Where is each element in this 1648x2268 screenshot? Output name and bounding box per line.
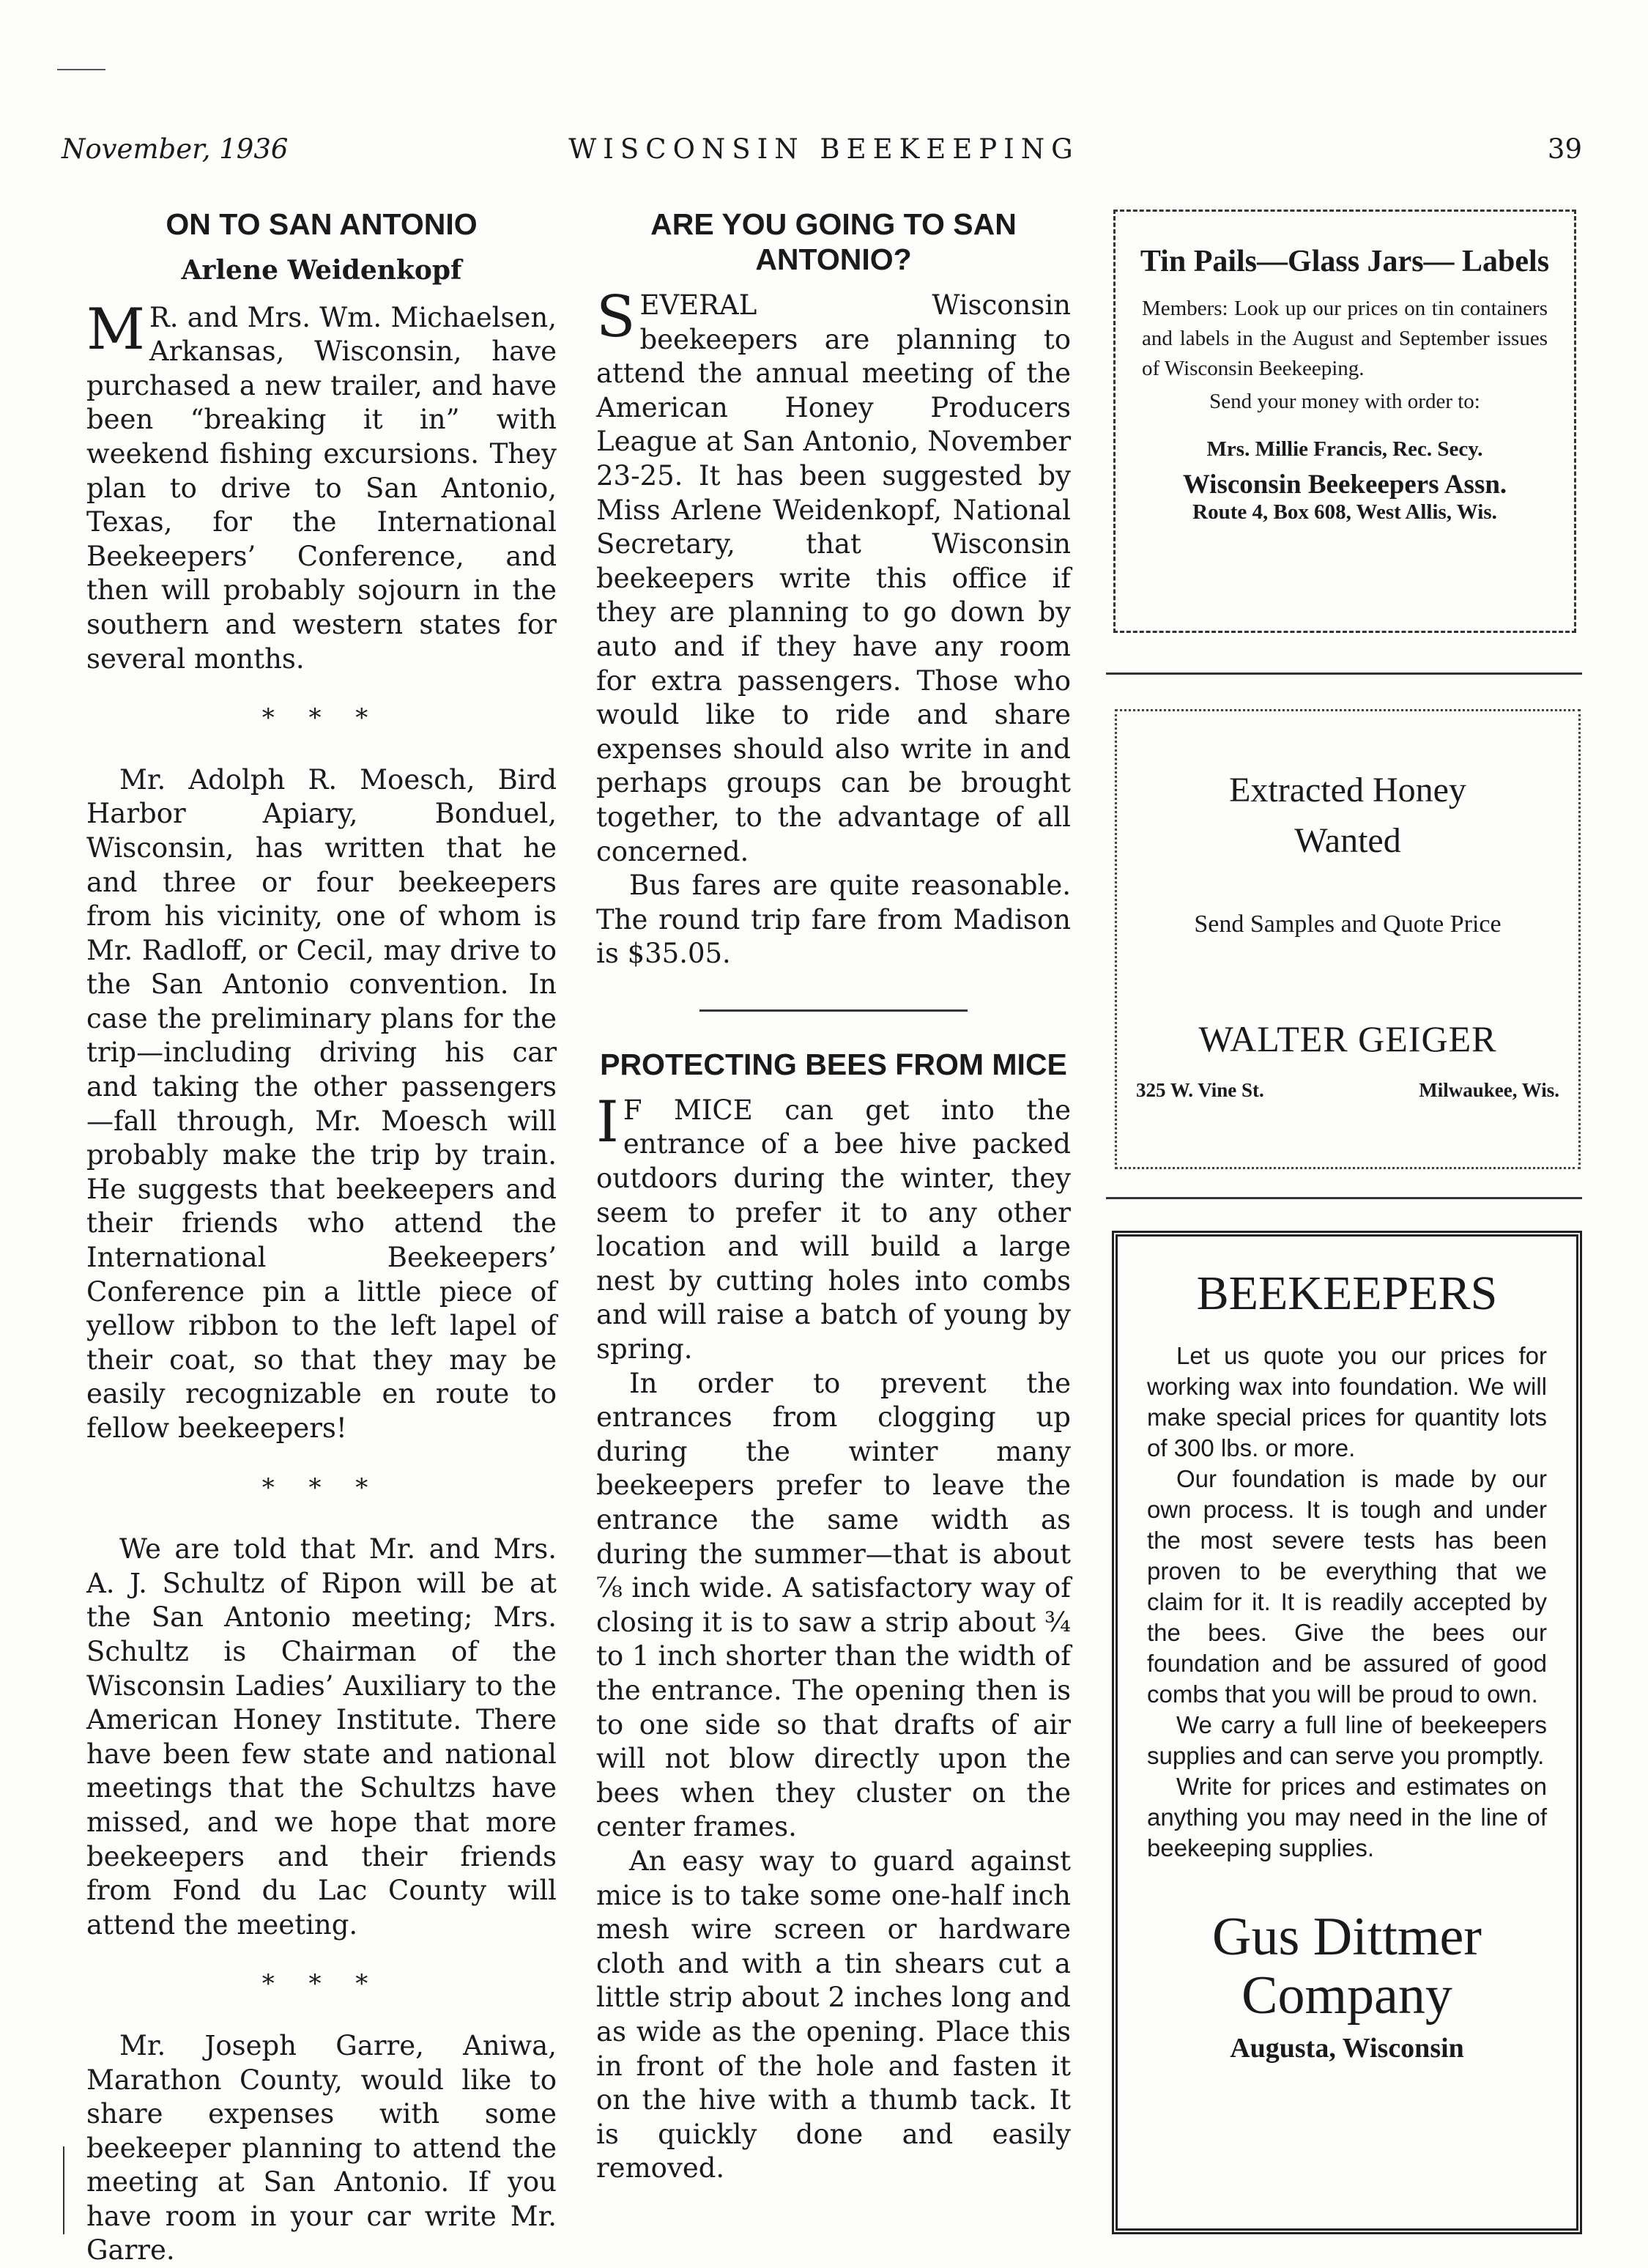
article-paragraph: Mr. Joseph Garre, Aniwa, Marathon County, would like to share expenses with some beekeeper planning to attend the meeting at San Antonio. If you have room in your car write Mr. Garre. — [86, 2029, 557, 2267]
ad-company-name: Gus Dittmer Company — [1212, 1907, 1482, 2026]
ad-title: Tin Pails—Glass Jars— Labels — [1140, 245, 1550, 278]
article-paragraph: An easy way to guard against mice is to take some one-half inch mesh wire screen or hardware cloth and with a tin shears cut a little strip about 2 inches long and as wide as the opening. Place this in front of the hole and fasten it on the hive with a thumb tack. It is quickly done and easily removed. — [596, 1845, 1071, 2184]
ad-instruction: Send your money with order to: — [1209, 390, 1480, 413]
article-paragraph: M R. and Mrs. Wm. Michaelsen, Arkansas, Wisconsin, have purchased a new trailer, and have been “breaking it in” with weekend fishing excursions. They plan to drive to San Antonio, Texas, for the International Beekeepers’ Conference, and then will probably sojourn in the southern and western states for several months. — [86, 296, 557, 675]
ad-paragraph: Let us quote you our prices for working wax into foundation. We will make special prices for quantity lots of 300 lbs. or more. — [1147, 1342, 1547, 1461]
ad-address: Route 4, Box 608, West Allis, Wis. — [1192, 500, 1497, 524]
ad-street: 325 W. Vine St. — [1136, 1079, 1264, 1101]
drop-cap: S — [596, 284, 636, 350]
article-paragraph: In order to prevent the entrances from clogging up during the winter many beekeepers prefer to leave the entrance the same width as during the summer—that is about ⅞ inch wide. A satisfactory way of closing it is to saw a strip about ¾ to 1 inch shorter than the width of the entrance. The opening then is to one side so that drafts of air will not blow directly upon the bees when they cluster on the center frames. — [596, 1367, 1071, 1843]
ad-location: Augusta, Wisconsin — [1230, 2033, 1464, 2064]
ad-tin-pails — [1113, 210, 1576, 633]
ad-paragraph: Our foundation is made by our own process. It is tough and under the most severe tests has been proven to be everything that we claim for it. It is readily accepted by the bees. Give the bees our foundation and be assured of good combs that you will be proud to own. — [1147, 1465, 1547, 1708]
ad-request: Send Samples and Quote Price — [1194, 911, 1502, 938]
ad-advertiser-name: WALTER GEIGER — [1198, 1018, 1497, 1059]
article-paragraph: I F MICE can get into the entrance of a bee hive packed outdoors during the winter, they seem to prefer it to any other location and will build a large nest by cutting holes into combs and will raise a batch of young by spring. — [596, 1089, 1071, 1365]
column-rule — [1106, 1197, 1582, 1199]
page-number: 39 — [1547, 133, 1582, 165]
column-rule — [1106, 672, 1582, 675]
ad-city: Milwaukee, Wis. — [1419, 1079, 1559, 1101]
ad-organization: Wisconsin Beekeepers Assn. — [1182, 470, 1507, 500]
article-title-san-antonio: ON TO SAN ANTONIO — [166, 207, 478, 241]
article-separator — [699, 1009, 968, 1012]
ad-address-row — [1117, 1079, 1578, 1102]
ad-extracted-honey — [1115, 709, 1581, 1169]
article-paragraph: Bus fares are quite reasonable. The round trip fare from Madison is $35.05. — [596, 870, 1071, 970]
column-one — [86, 207, 557, 2268]
ad-paragraph: We carry a full line of beekeepers supplies and can serve you promptly. — [1147, 1711, 1547, 1769]
article-paragraph: Mr. Adolph R. Moesch, Bird Harbor Apiary, Bonduel, Wisconsin, has written that he and three or four beekeepers from his vicinity, one of whom is Mr. Radloff, or Cecil, may drive to the San Antonio convention. In case the preliminary plans for the trip—including driving his car and taking the other passengers—fall through, Mr. Moesch will probably make the trip by train. He suggests that beekeepers and their friends who attend the International Beekeepers’ Conference pin a little piece of yellow ribbon to the left lapel of their coat, so that they may be easily recognizable en route to fellow beekeepers! — [86, 763, 557, 1444]
article-paragraph: SEVERAL Wisconsin beekeepers are planning to attend the annual meeting of the American Honey Producers League at San Antonio, November 23-25. It has been suggested by Miss Arlene Weidenkopf, National Secretary, that Wisconsin beekeepers write this office if they are planning to go down by auto and if they have any room for extra passengers. Those who would like to ride and share expenses should also write in and perhaps groups can be brought together, to the advantage of all concerned. — [596, 284, 1071, 867]
article-paragraph: We are told that Mr. and Mrs. A. J. Schultz of Ripon will be at the San Antonio meeting; Mrs. Schultz is Chairman of the Wisconsin Ladies’ Auxiliary to the American Honey Institute. There have been few state and national meetings that the Schultzs have missed, and we hope that more beekeepers and their friends from Fond du Lac County will attend the meeting. — [86, 1533, 557, 1941]
section-divider-stars: * * * — [261, 1969, 382, 1999]
ad-title: BEEKEEPERS — [1196, 1267, 1498, 1320]
drop-cap: I — [596, 1089, 619, 1155]
ad-body — [1118, 1341, 1576, 1864]
ad-gus-dittmer — [1112, 1231, 1582, 2234]
article-title-mice: PROTECTING BEES FROM MICE — [600, 1047, 1067, 1081]
section-divider-stars: * * * — [261, 1472, 382, 1502]
issue-date: November, 1936 — [62, 133, 289, 165]
margin-rule — [63, 2146, 64, 2234]
section-divider-stars: * * * — [261, 703, 382, 733]
ad-contact-name: Mrs. Millie Francis, Rec. Secy. — [1206, 437, 1483, 461]
publication-title: WISCONSIN BEEKEEPING — [568, 133, 1080, 165]
corner-rule — [57, 69, 105, 70]
drop-cap: M — [86, 296, 145, 363]
article-title-going: ARE YOU GOING TO SAN ANTONIO? — [650, 207, 1017, 276]
article-byline: Arlene Weidenkopf — [181, 255, 462, 286]
ad-headline: Wanted — [1294, 821, 1401, 860]
ad-message: Members: Look up our prices on tin containers and labels in the August and September issues of Wisconsin Beekeeping. — [1142, 297, 1548, 380]
column-two — [596, 207, 1071, 2186]
ad-headline: Extracted Honey — [1229, 771, 1466, 809]
ad-paragraph: Write for prices and estimates on anything you may need in the line of beekeeping supplies. — [1147, 1773, 1547, 1861]
